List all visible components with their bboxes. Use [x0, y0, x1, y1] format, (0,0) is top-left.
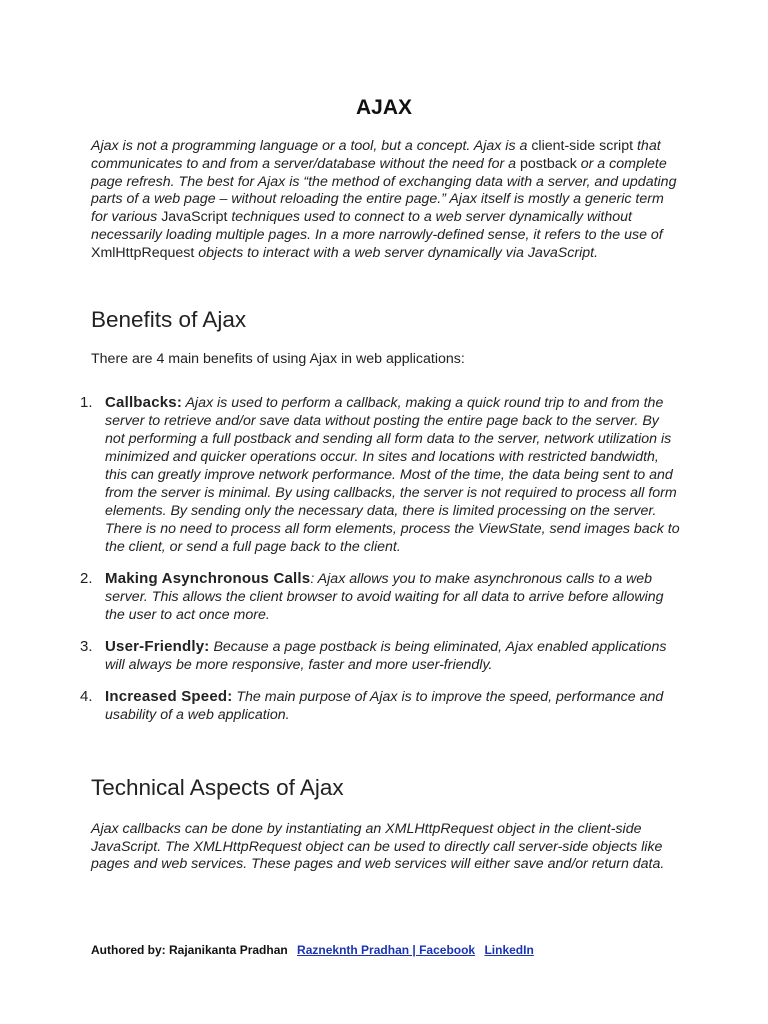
benefits-heading: Benefits of Ajax	[91, 307, 247, 332]
intro-text-6: JavaScript	[161, 209, 228, 226]
list-term: Making Asynchronous Calls	[105, 570, 311, 587]
intro-text-8: XmlHttpRequest	[91, 244, 195, 261]
intro-text-9: objects to interact with a web server dynamically via JavaScript.	[194, 244, 599, 261]
list-item	[80, 394, 680, 556]
list-description: The main purpose of Ajax is to improve the speed, performance and usability of a web application.	[105, 689, 664, 723]
list-term: Callbacks:	[105, 394, 183, 411]
list-item	[80, 688, 680, 724]
list-term: User-Friendly:	[105, 638, 210, 655]
list-description: Ajax is used to perform a callback, making a quick round trip to and from the server to retrieve and/or save data without posting the entire page back to the server. By not performing a full postback and sending all form data to the server, network utilization is minimized and quicker operations occur. In sites and locations with restricted bandwidth, this can greatly improve network performance. Most of the time, the data being sent to and from the server is minimal. By using callbacks, the server is not required to process all form elements. By sending only the necessary data, there is limited processing on the server. There is no need to process all form elements, process the ViewState, send images back to the client, or send a full page back to the client.	[105, 395, 680, 555]
benefits-list	[80, 394, 680, 724]
list-number: 4.	[80, 688, 93, 705]
benefits-lead: There are 4 main benefits of using Ajax in web applications:	[91, 351, 465, 367]
linkedin-link[interactable]: LinkedIn	[484, 943, 534, 957]
technical-heading: Technical Aspects of Ajax	[91, 775, 344, 800]
author-footer	[91, 943, 534, 957]
list-term: Increased Speed:	[105, 688, 233, 705]
list-number: 2.	[80, 570, 93, 587]
list-description: : Ajax allows you to make asynchronous calls to a web server. This allows the client browser to avoid waiting for all data to arrive before allowing the user to act once more.	[105, 571, 664, 623]
intro-text-1: Ajax is not a programming language or a tool, but a concept. Ajax is a	[91, 138, 532, 154]
intro-text-5: or a complete page refresh. The best for Ajax is “the method of exchanging data with a server, and updating parts of a web page – without reloading the entire page.” Ajax itself is mostly a generic term for various	[91, 155, 677, 226]
intro-paragraph	[91, 138, 681, 263]
list-number: 1.	[80, 394, 93, 411]
intro-text-7: techniques used to connect to a web server dynamically without necessarily loading multiple pages. In a more narrowly-defined sense, it refers to the use of	[91, 209, 663, 243]
facebook-link[interactable]: Razneknth Pradhan | Facebook	[297, 943, 476, 957]
list-number: 3.	[80, 638, 93, 655]
list-description: Because a page postback is being eliminated, Ajax enabled applications will always be more responsive, faster and more user-friendly.	[105, 639, 667, 673]
intro-text-3: that communicates to and from a server/database without the need for a	[91, 138, 661, 172]
author-credit: Authored by: Rajanikanta Pradhan	[91, 943, 288, 957]
document-title: AJAX	[355, 96, 413, 119]
technical-paragraph: Ajax callbacks can be done by instantiating an XMLHttpRequest object in the client-side JavaScript. The XMLHttpRequest object can be used to directly call server-side objects like pages and web services. These pages and web services will either save and/or return data.	[91, 821, 665, 872]
intro-text-4: postback	[520, 155, 577, 172]
list-item	[80, 638, 680, 674]
list-item	[80, 570, 680, 624]
intro-text-2: client-side script	[531, 138, 634, 154]
